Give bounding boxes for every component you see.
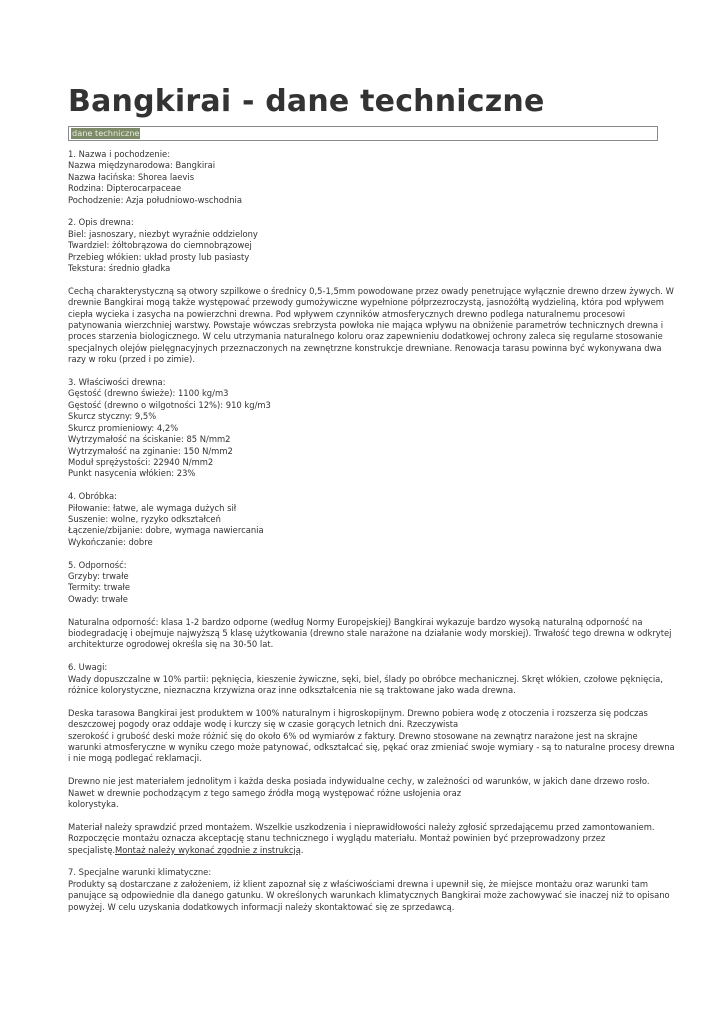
text-line: Biel: jasnoszary, niezbyt wyraźnie oddzielony [68, 228, 258, 239]
text-line: deszczowej pogody oraz oddaje wodę i kurczy się w czasie gorących letnich dni. Rzeczywista [68, 719, 459, 730]
text-line: Moduł sprężystości: 22940 N/mm2 [68, 456, 214, 467]
text-line: i nie mogą podlegać reklamacji. [68, 753, 202, 764]
section-heading: 6. Uwagi: [68, 662, 108, 673]
text-line: Grzyby: trwałe [68, 570, 129, 581]
paragraph-hygroscopic [68, 707, 675, 765]
text-line: biodegradację i obejmuje najwyższą 5 klasę użytkowania (drewno stale narażone na działanie wody morskiej). Trwałość tego drewna w odkrytej [68, 627, 672, 638]
text-line: patynowania wierzchniej warstwy. Powstaje wówczas srebrzysta powłoka nie mająca wpływu na obniżenie parametrów technicznych drewna i [68, 320, 664, 331]
text-line: Twardziel: żółtobrązowa do ciemnobrązowej [68, 240, 252, 251]
text-line: Cechą charakterystyczną są otwory szpilkowe o średnicy 0,5-1,5mm powodowane przez owady penetrujące wyłącznie drewno drzew żywych. W [68, 285, 674, 296]
section-processing [68, 491, 658, 548]
text-line: Skurcz styczny: 9,5% [68, 411, 157, 422]
text-line: Deska tarasowa Bangkirai jest produktem w 100% naturalnym i higroskopijnym. Drewno pobiera wodę z otoczenia i rozszerza się podczas [68, 707, 648, 718]
text-line: drewnie Bangkirai mogą także występować przewody gumożywiczne wypełnione półprzezroczystą, jasnożółtą wydzieliną, która pod wpływem [68, 297, 664, 308]
section-properties [68, 377, 658, 480]
text-line [68, 845, 658, 856]
section-wood-description [68, 217, 658, 274]
text-line: Skurcz promieniowy: 4,2% [68, 422, 179, 433]
text-line: kolorystyka. [68, 799, 119, 810]
text-line: Nazwa łacińska: Shorea laevis [68, 171, 195, 182]
text-line: Wytrzymałość na ściskanie: 85 N/mm2 [68, 434, 231, 445]
text-line: różnice kolorystyczne, nieznaczna krzywizna oraz inne odkształcenia nie są traktowane jako wada drewna. [68, 684, 516, 695]
section-heading: 4. Obróbka: [68, 491, 117, 502]
text-line: szerokość i grubość deski może różnić się do około 6% od wymiarów z faktury. Drewno stosowane na zewnątrz narażone jest na skrajne [68, 730, 638, 741]
text-line: Tekstura: średnio gładka [68, 263, 171, 274]
section-resistance [68, 560, 658, 606]
section-heading: 3. Właściwości drewna: [68, 377, 166, 388]
section-heading: 1. Nazwa i pochodzenie: [68, 149, 171, 159]
text-line: proces starzenia biologicznego. W celu utrzymania naturalnego koloru oraz zapewnieniu dodatkowej ochrony zaleca się regularne stosowanie [68, 331, 663, 342]
section-heading: 7. Specjalne warunki klimatyczne: [68, 867, 212, 878]
text-line: architekturze ogrodowej określa się na 30-50 lat. [68, 639, 274, 650]
text-line: razy w roku (przed i po zimie). [68, 354, 195, 365]
text-line: Suszenie: wolne, ryzyko odkształceń [68, 513, 221, 524]
text-line: Gęstość (drewno świeże): 1100 kg/m3 [68, 388, 229, 399]
text-line: Termity: trwałe [68, 582, 130, 593]
section-remarks [68, 662, 663, 696]
text-line: Łączenie/zbijanie: dobre, wymaga nawiercania [68, 525, 264, 536]
text-line: Gęstość (drewno o wilgotności 12%): 910 kg/m3 [68, 399, 271, 410]
text-line: Rozpoczęcie montażu oznacza akceptację stanu technicznego i wyglądu materiału. Montaż powinien być przeprowadzony przez [68, 833, 606, 844]
paragraph-inspection [68, 822, 658, 856]
text-line: Drewno nie jest materiałem jednolitym i każda deska posiada indywidualne cechy, w zależności od warunków, w jakich dane drzewo rosło. [68, 776, 650, 787]
text-line: Wady dopuszczalne w 10% partii: pęknięcia, kieszenie żywiczne, sęki, biel, ślady po obróbce mechanicznej. Skręt włókien, czołowe pęknięcia, [68, 673, 663, 684]
text-line: Pochodzenie: Azja południowo-wschodnia [68, 194, 242, 205]
text-fragment: specjalistę. [68, 844, 116, 855]
text-line: Nazwa międzynarodowa: Bangkirai [68, 160, 216, 171]
paragraph-individual-features [68, 776, 658, 810]
text-line: panujące są odpowiednie dla danego gatunku. W określonych warunkach klimatycznych Bangkirai może zachowywać sie inaczej niż to opisano [68, 890, 670, 901]
tab-dane-techniczne[interactable]: dane techniczne [72, 128, 140, 138]
text-fragment: . [300, 844, 304, 855]
text-line: Wytrzymałość na zginanie: 150 N/mm2 [68, 445, 233, 456]
text-line: powyżej. W celu uzyskania dodatkowych informacji należy skontaktować się ze sprzedawcą. [68, 901, 455, 912]
page-title: Bangkirai - dane techniczne [68, 84, 545, 119]
text-line: Owady: trwałe [68, 593, 128, 604]
text-line: Punkt nasycenia włókien: 23% [68, 468, 196, 479]
section-heading: 5. Odporność: [68, 559, 127, 570]
text-line: warunki atmosferyczne w wyniku czego może patynować, odkształcać się, pękać oraz zmieniać swoje wymiary - są to naturalne procesy drewna [68, 742, 675, 752]
document-page [68, 84, 675, 924]
text-line: Materiał należy sprawdzić przed montażem. Wszelkie uszkodzenia i nieprawidłowości należy zgłosić sprzedającemu przed zamontowaniem. [68, 821, 655, 832]
section-heading: 2. Opis drewna: [68, 217, 134, 228]
document-content [68, 149, 675, 913]
paragraph-characteristics [68, 285, 674, 366]
text-line: specjalnych olejów pielęgnacyjnych przeznaczonych na zewnętrzne konstrukcje drewniane. Renowacja tarasu powinna być wykonywana dwa [68, 342, 662, 353]
text-line: Naturalna odporność: klasa 1-2 bardzo odporne (według Normy Europejskiej) Bangkirai wykazuje bardzo wysoką naturalną odporność na [68, 616, 643, 627]
text-line: Produkty są dostarczane z założeniem, iż klient zapoznał się z właściwościami drewna i upewnił się, że miejsce montażu oraz warunki tam [68, 878, 649, 889]
section-origin [68, 149, 658, 206]
paragraph-natural-resistance [68, 616, 672, 651]
text-line: Wykończanie: dobre [68, 536, 153, 547]
tab-bar [68, 126, 658, 141]
section-climate [68, 867, 670, 913]
text-line: Piłowanie: łatwe, ale wymaga dużych sił [68, 502, 237, 513]
installation-instructions-link[interactable]: Montaż należy wykonać zgodnie z instrukcją [115, 844, 301, 855]
text-line: Nawet w drewnie pochodzącym z tego samego źródła mogą występować różne usłojenia oraz [68, 787, 462, 798]
text-line: Przebieg włókien: układ prosty lub pasiasty [68, 251, 250, 262]
text-line: Rodzina: Dipterocarpaceae [68, 183, 182, 194]
text-line: ciepła wycieka i zasycha na powierzchni drewna. Pod wpływem czynników atmosferycznych drewno podlega naturalnemu procesowi [68, 308, 626, 319]
